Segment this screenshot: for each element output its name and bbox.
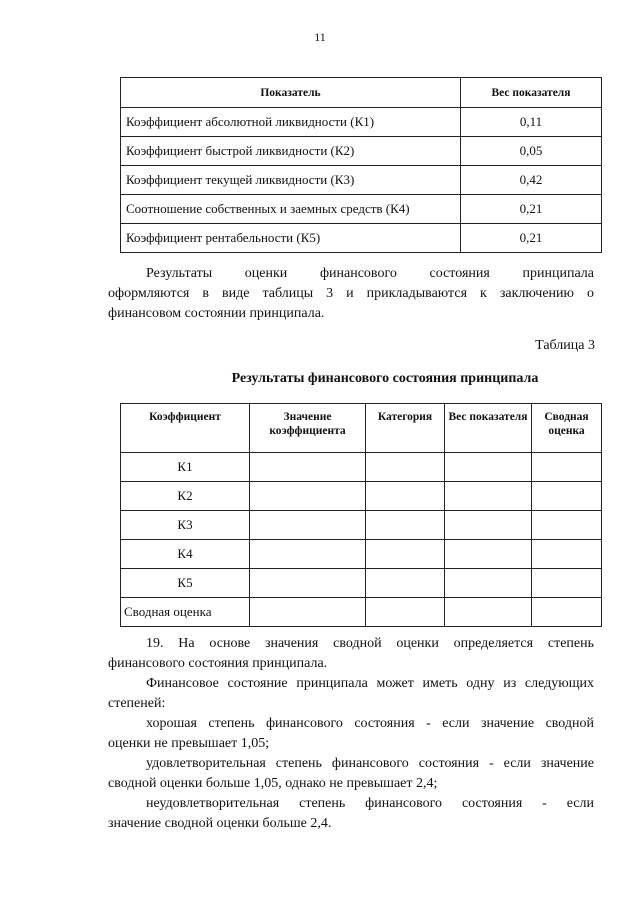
paragraph-line: степеней: bbox=[108, 696, 166, 711]
empty-cell bbox=[532, 511, 602, 540]
table-header-row bbox=[121, 404, 602, 453]
indicator-weight: 0,21 bbox=[461, 195, 602, 224]
empty-cell bbox=[366, 482, 445, 511]
paragraph-line: 19. На основе значения сводной оценки определяется степень bbox=[146, 636, 594, 651]
coefficient-label: Сводная оценка bbox=[121, 598, 250, 627]
table-row bbox=[121, 108, 602, 137]
paragraph-line: оценки не превышает 1,05; bbox=[108, 736, 270, 751]
paragraph-line: Финансовое состояние принципала может иметь одну из следующих bbox=[146, 676, 594, 691]
column-header: Значение коэффициента bbox=[250, 404, 366, 453]
table-header-row bbox=[121, 78, 602, 108]
indicator-name: Коэффициент быстрой ликвидности (К2) bbox=[121, 137, 461, 166]
paragraph-19 bbox=[108, 634, 594, 674]
paragraph-unsatisfactory bbox=[108, 794, 594, 834]
table-row bbox=[121, 569, 602, 598]
indicator-weight: 0,42 bbox=[461, 166, 602, 195]
empty-cell bbox=[250, 511, 366, 540]
indicator-weight: 0,05 bbox=[461, 137, 602, 166]
page-number: 11 bbox=[314, 30, 326, 44]
indicator-name: Коэффициент текущей ликвидности (К3) bbox=[121, 166, 461, 195]
empty-cell bbox=[445, 482, 532, 511]
empty-cell bbox=[532, 540, 602, 569]
indicator-name: Коэффициент абсолютной ликвидности (К1) bbox=[121, 108, 461, 137]
empty-cell bbox=[445, 453, 532, 482]
table-row bbox=[121, 224, 602, 253]
paragraph-line: удовлетворительная степень финансового состояния - если значение bbox=[146, 756, 594, 771]
paragraph-line: неудовлетворительная степень финансового состояния - если bbox=[146, 796, 594, 811]
table-row bbox=[121, 453, 602, 482]
empty-cell bbox=[445, 540, 532, 569]
empty-cell bbox=[366, 540, 445, 569]
empty-cell bbox=[250, 598, 366, 627]
empty-cell bbox=[250, 540, 366, 569]
coefficient-label: К2 bbox=[121, 482, 250, 511]
empty-cell bbox=[532, 482, 602, 511]
paragraph-line: Результаты оценки финансового состояния принципала bbox=[146, 266, 594, 281]
column-header: Категория bbox=[366, 404, 445, 453]
paragraph-line: финансового состояния принципала. bbox=[108, 656, 328, 671]
paragraph-satisfactory bbox=[108, 754, 594, 794]
empty-cell bbox=[532, 598, 602, 627]
indicator-weights-table bbox=[120, 77, 602, 253]
empty-cell bbox=[532, 569, 602, 598]
table-row bbox=[121, 482, 602, 511]
indicator-name: Коэффициент рентабельности (К5) bbox=[121, 224, 461, 253]
paragraph-line: сводной оценки больше 1,05, однако не превышает 2,4; bbox=[108, 776, 438, 791]
empty-cell bbox=[366, 598, 445, 627]
empty-cell bbox=[250, 453, 366, 482]
paragraph-good bbox=[108, 714, 594, 754]
table-row bbox=[121, 598, 602, 627]
empty-cell bbox=[250, 482, 366, 511]
paragraph-line: хорошая степень финансового состояния - если значение сводной bbox=[146, 716, 594, 731]
empty-cell bbox=[445, 511, 532, 540]
financial-results-table bbox=[120, 403, 602, 627]
empty-cell bbox=[445, 569, 532, 598]
empty-cell bbox=[366, 569, 445, 598]
paragraph-line: значение сводной оценки больше 2,4. bbox=[108, 816, 332, 831]
column-header: Показатель bbox=[121, 78, 461, 108]
table-row bbox=[121, 195, 602, 224]
coefficient-label: К4 bbox=[121, 540, 250, 569]
paragraph-line: финансовом состоянии принципала. bbox=[108, 306, 325, 321]
column-header: Вес показателя bbox=[445, 404, 532, 453]
empty-cell bbox=[366, 511, 445, 540]
table-number: Таблица 3 bbox=[535, 338, 595, 353]
table-row bbox=[121, 137, 602, 166]
indicator-weight: 0,11 bbox=[461, 108, 602, 137]
empty-cell bbox=[532, 453, 602, 482]
coefficient-label: К5 bbox=[121, 569, 250, 598]
table-row bbox=[121, 540, 602, 569]
column-header: Сводная оценка bbox=[532, 404, 602, 453]
paragraph-degrees bbox=[108, 674, 594, 714]
column-header: Вес показателя bbox=[461, 78, 602, 108]
indicator-name: Соотношение собственных и заемных средств (К4) bbox=[121, 195, 461, 224]
table-title: Результаты финансового состояния принципала bbox=[231, 371, 539, 386]
column-header: Коэффициент bbox=[121, 404, 250, 453]
table-row bbox=[121, 511, 602, 540]
empty-cell bbox=[366, 453, 445, 482]
coefficient-label: К1 bbox=[121, 453, 250, 482]
indicator-weight: 0,21 bbox=[461, 224, 602, 253]
results-paragraph bbox=[108, 264, 594, 324]
paragraph-line: оформляются в виде таблицы 3 и прикладываются к заключению о bbox=[108, 286, 594, 301]
empty-cell bbox=[250, 569, 366, 598]
coefficient-label: К3 bbox=[121, 511, 250, 540]
empty-cell bbox=[445, 598, 532, 627]
table-row bbox=[121, 166, 602, 195]
